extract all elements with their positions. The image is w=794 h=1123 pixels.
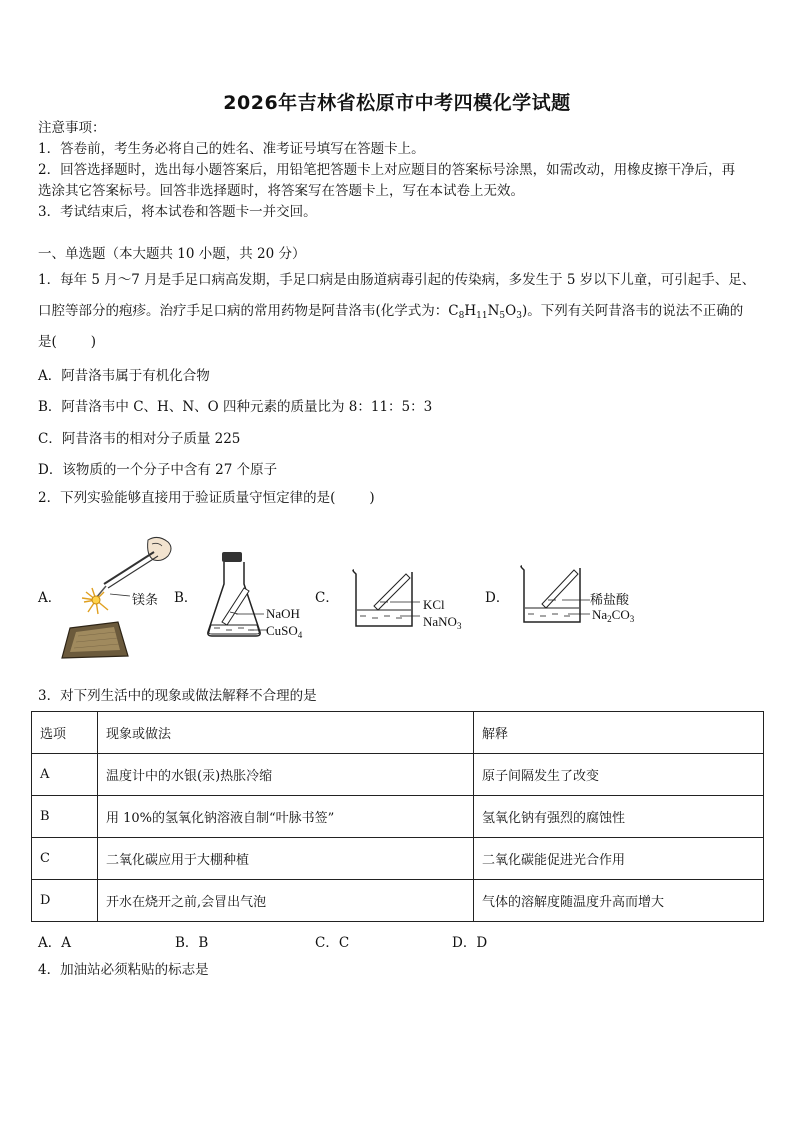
section-heading: 一、单选题（本大题共 10 小题，共 20 分） <box>38 246 306 262</box>
q3-option-b: B．B <box>175 935 209 951</box>
figure-c-beaker <box>350 566 420 630</box>
table-header-cell: 现象或做法 <box>98 712 474 754</box>
table-row <box>32 796 764 838</box>
figure-b-flask <box>200 548 270 642</box>
q1-option-a: A．阿昔洛韦属于有机化合物 <box>38 368 210 384</box>
table-cell: 气体的溶解度随温度升高而增大 <box>474 880 764 922</box>
table-cell: C <box>32 838 98 880</box>
q1-stem-line1: 1．每年 5 月～7 月是手足口病高发期，手足口病是由肠道病毒引起的传染病，多发生于 5 岁以下儿童，可引起手、足、 <box>38 272 756 288</box>
notice-item: 选涂其它答案标号。回答非选择题时，将答案写在答题卡上，写在本试卷上无效。 <box>38 183 524 199</box>
table-cell: D <box>32 880 98 922</box>
table-cell: 二氧化碳能促进光合作用 <box>474 838 764 880</box>
q3-table <box>31 711 764 922</box>
q2-label-a: A． <box>38 590 62 606</box>
table-row <box>32 754 764 796</box>
table-cell: 二氧化碳应用于大棚种植 <box>98 838 474 880</box>
q2-label-c: C． <box>315 590 339 606</box>
table-cell: B <box>32 796 98 838</box>
table-cell: 温度计中的水银(汞)热胀冷缩 <box>98 754 474 796</box>
figure-d-label-hcl: 稀盐酸 <box>590 593 630 608</box>
q3-stem: 3．对下列生活中的现象或做法解释不合理的是 <box>38 688 317 704</box>
table-header-row <box>32 712 764 754</box>
notice-item: 2．回答选择题时，选出每小题答案后，用铅笔把答题卡上对应题目的答案标号涂黑，如需改动，用橡皮擦干净后，再 <box>38 162 736 178</box>
q2-stem: 2．下列实验能够直接用于验证质量守恒定律的是( ) <box>38 490 375 506</box>
q1-stem-line2: 口腔等部分的疱疹。治疗手足口病的常用药物是阿昔洛韦(化学式为：$C_8H_{11}N_5O_3$)。下列有关阿昔洛韦的说法不正确的 <box>38 303 744 321</box>
figure-c-label-nano3: NaNO$_3$ <box>423 614 462 631</box>
table-header-cell: 解释 <box>474 712 764 754</box>
q3-option-d: D．D <box>452 935 488 951</box>
q1-option-c: C．阿昔洛韦的相对分子质量 225 <box>38 431 241 447</box>
q2-label-b: B． <box>174 590 198 606</box>
table-cell: A <box>32 754 98 796</box>
q2-label-d: D． <box>485 590 510 606</box>
table-row <box>32 838 764 880</box>
figure-a-magnesium-burning <box>56 530 186 660</box>
figure-c-label-kcl: KCl <box>423 597 445 612</box>
table-cell: 用 10%的氢氧化钠溶液自制“叶脉书签” <box>98 796 474 838</box>
table-row <box>32 880 764 922</box>
q3-option-c: C．C <box>315 935 350 951</box>
figure-a-label: 镁条 <box>132 593 159 608</box>
table-header-cell: 选项 <box>32 712 98 754</box>
figure-b-label-naoh: NaOH <box>266 606 300 621</box>
q3-option-a: A．A <box>38 935 71 951</box>
page-title: 2026年吉林省松原市中考四模化学试题 <box>223 92 571 114</box>
notice-heading: 注意事项： <box>38 120 106 136</box>
q4-stem: 4．加油站必须粘贴的标志是 <box>38 962 209 978</box>
notice-item: 1．答卷前，考生务必将自己的姓名、准考证号填写在答题卡上。 <box>38 141 425 157</box>
table-cell: 氢氧化钠有强烈的腐蚀性 <box>474 796 764 838</box>
figure-d-beaker <box>518 562 590 626</box>
figure-d-label-na2co3: $Na_2CO_3$ <box>592 607 635 624</box>
q1-option-b: B．阿昔洛韦中 C、H、N、O 四种元素的质量比为 8：11：5：3 <box>38 399 433 415</box>
q1-option-d: D．该物质的一个分子中含有 27 个原子 <box>38 462 278 478</box>
q1-stem-line3: 是( ) <box>38 334 97 350</box>
notice-item: 3．考试结束后，将本试卷和答题卡一并交回。 <box>38 204 317 220</box>
table-cell: 开水在烧开之前,会冒出气泡 <box>98 880 474 922</box>
figure-b-label-cuso4: CuSO$_4$ <box>266 623 303 640</box>
table-cell: 原子间隔发生了改变 <box>474 754 764 796</box>
